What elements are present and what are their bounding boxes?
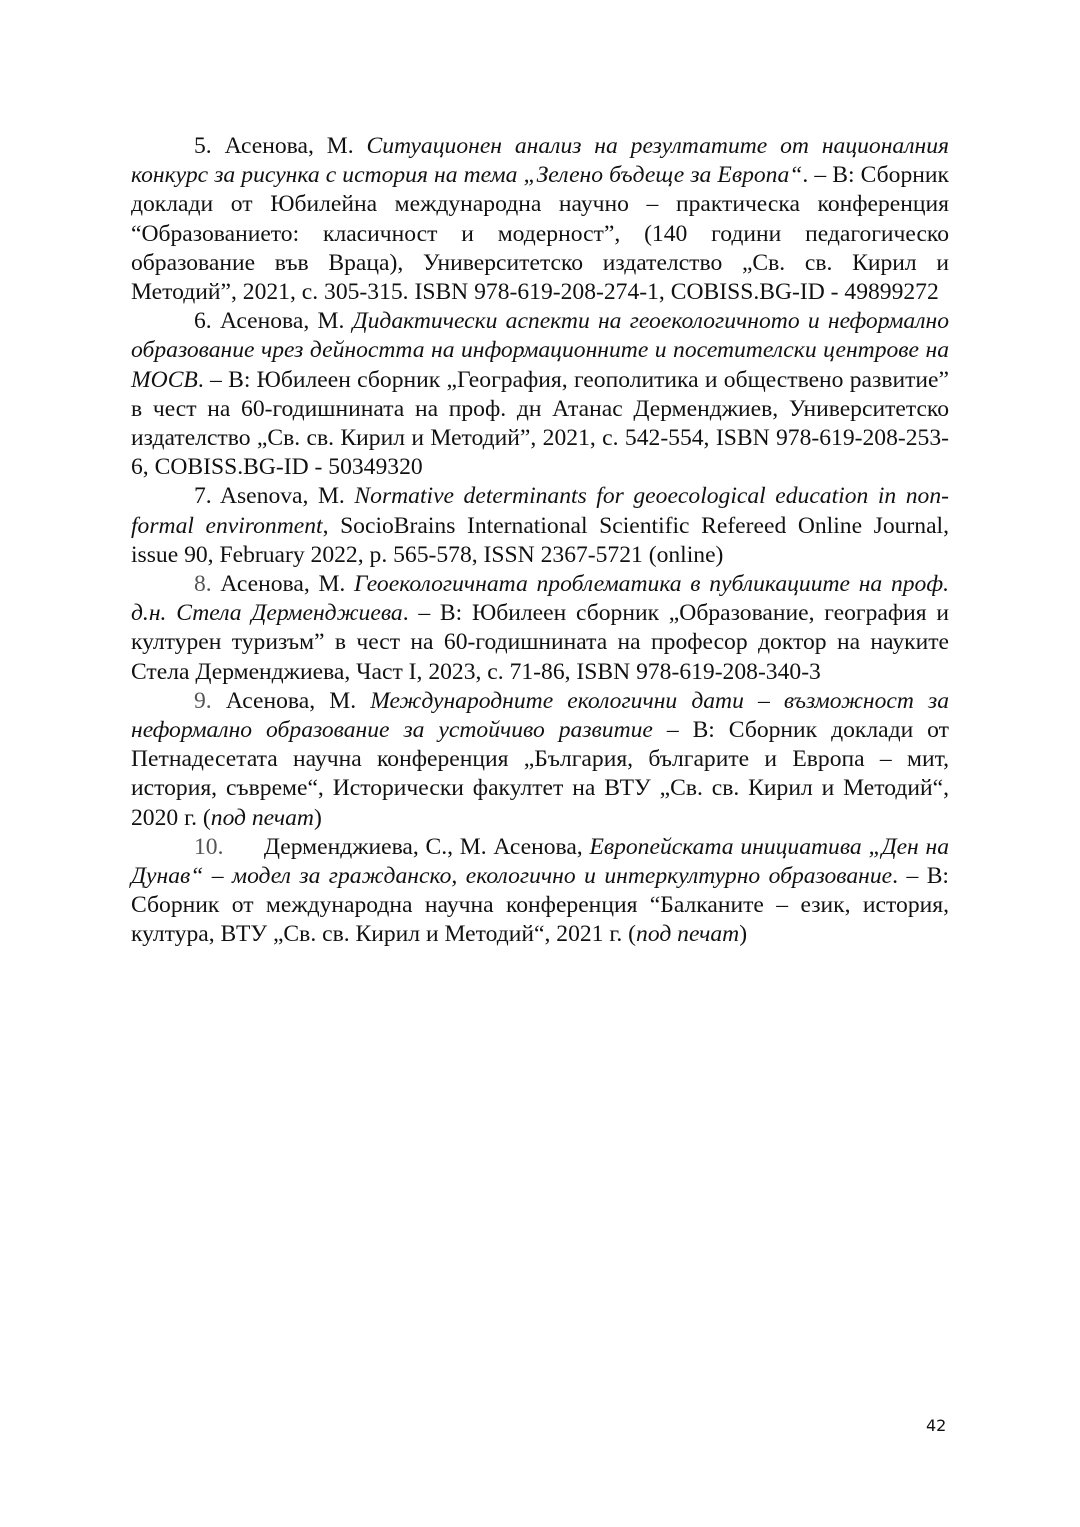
reference-close: ): [739, 921, 748, 948]
reference-item: [131, 833, 949, 950]
reference-list: [131, 132, 949, 950]
reference-authors: Асенова, М.: [225, 687, 357, 714]
reference-status: под печат: [636, 921, 740, 948]
reference-title: Европейската инициатива „Ден на Дунав“ – модел за гражданско, екологично и интеркултурно образование: [131, 833, 949, 890]
reference-title: Ситуационен анализ на резултатите от националния конкурс за рисунка с история на тема „Зелено бъдеще за Европа“: [131, 133, 949, 189]
reference-source: . – В: Юбилеен сборник „География, геополитика и обществено развитие” в чест на 60-годишнината на проф. дн Атанас Дерменджиев, Университетско издателство „Св. св. Кирил и Методий”, 2021, с. 542-554, ISBN 978-619-208-253-6, COBISS.BG-ID - 50349320: [131, 366, 949, 481]
reference-title: Дидактически аспекти на геоекологичното и неформално образование чрез дейността на информационните и посетителски центрове на МОСВ: [131, 308, 949, 393]
page-number: 42: [926, 1416, 947, 1435]
reference-number: 8.: [194, 571, 212, 598]
reference-source: . – В: Сборник доклади от Юбилейна международна научно – практическа конференция “Образованието: класичност и модерност”, (140 години педагогическо образование във Враца), Университетско издателство „Св. св. Кирил и Методий”, 2021, с. 305-315. ISBN 978-619-208-274-1, COBISS.BG-ID - 49899272: [131, 162, 949, 306]
reference-number: 6.: [194, 308, 212, 335]
reference-authors: Асенова, М.: [219, 308, 345, 335]
reference-number: 7.: [194, 483, 212, 510]
reference-number: 5.: [194, 133, 212, 159]
reference-authors: Asenova, M.: [219, 483, 345, 510]
reference-close: ): [313, 804, 322, 831]
reference-item: [131, 307, 949, 482]
reference-source: , SocioBrains International Scientific Refereed Online Journal, issue 90, February 2022, p. 565-578, ISSN 2367-5721 (online): [131, 512, 949, 568]
reference-status: под печат: [210, 804, 314, 831]
reference-title: Международните екологични дати – възможност за неформално образование за устойчиво развитие: [131, 687, 949, 744]
reference-item: [131, 687, 949, 833]
reference-title: Normative determinants for geoecological education in non-formal environment: [131, 483, 950, 539]
reference-number: 10.: [194, 833, 224, 860]
reference-item: [131, 482, 949, 570]
reference-source: – В: Сборник доклади от Петнадесетата научна конференция „България, българите и Европа – мит, история, съвреме“, Исторически факултет на ВТУ „Св. св. Кирил и Методий“, 2020 г. (: [131, 717, 949, 831]
reference-item: [131, 132, 949, 307]
reference-authors: Асенова, М.: [224, 133, 354, 159]
reference-source: . – В: Юбилеен сборник „Образование, география и културен туризъм” в чест на 60-годишнината на професор доктор на науките Стела Дерменджиева, Част I, 2023, с. 71-86, ISBN 978-619-208-340-3: [131, 600, 949, 685]
reference-authors: Асенова, М.: [220, 571, 346, 598]
reference-number: 9.: [194, 687, 212, 714]
reference-item: [131, 570, 949, 687]
reference-authors: Дерменджиева, С., М. Асенова,: [263, 833, 583, 860]
reference-source: . – В: Сборник от международна научна конференция “Балканите – език, история, култура, ВТУ „Св. св. Кирил и Методий“, 2021 г. (: [131, 863, 949, 948]
reference-title: Геоекологичната проблематика в публикациите на проф. д.н. Стела Дерменджиева: [131, 571, 949, 627]
